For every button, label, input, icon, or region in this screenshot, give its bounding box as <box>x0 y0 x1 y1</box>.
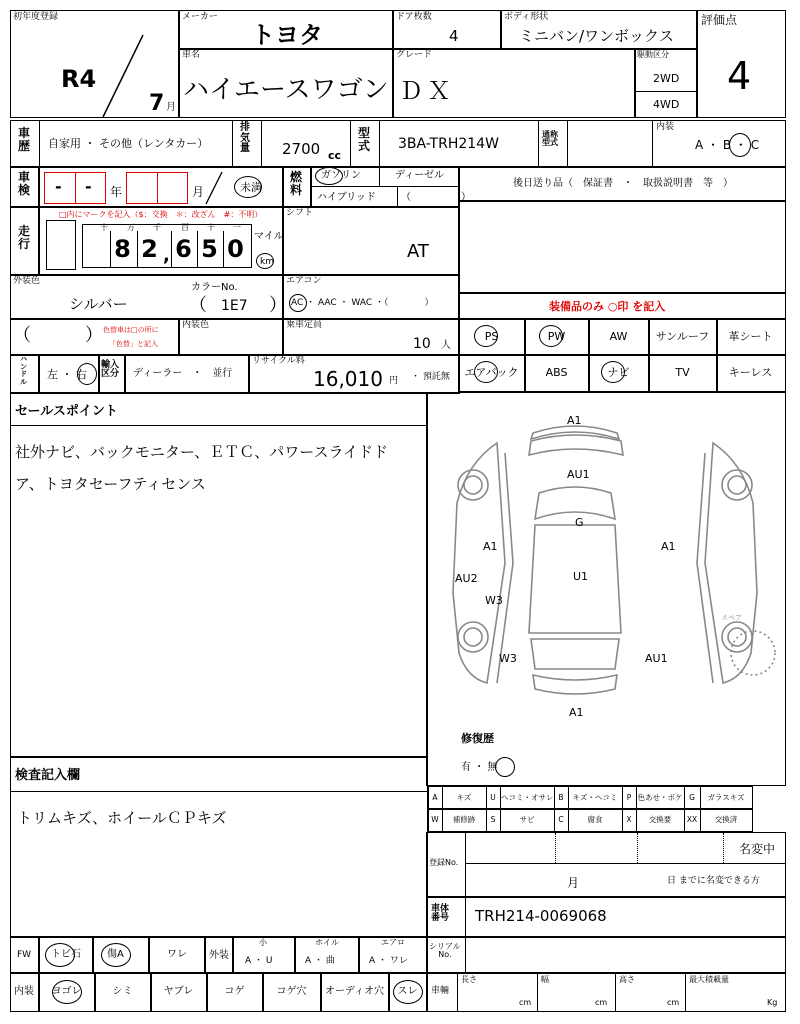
displacement-unit: cc <box>328 149 342 162</box>
chassis-cell <box>426 896 786 938</box>
history-label-cell <box>10 120 40 168</box>
import-label: 輸入 区分 <box>101 360 120 380</box>
unit-label: 百 <box>181 223 189 232</box>
legend-cell <box>622 808 637 832</box>
circle-mark <box>539 325 563 347</box>
divider <box>11 791 427 792</box>
inspection-label: 車 検 <box>18 170 31 197</box>
paren-close: ） <box>85 325 103 346</box>
damage-mark-left-quarter: W3 <box>499 652 517 665</box>
divider <box>637 833 638 863</box>
km-label: km <box>260 257 274 267</box>
legend-code: G <box>689 793 695 802</box>
divider <box>75 173 76 203</box>
legend-meaning: 交換済 <box>714 815 738 824</box>
interior-grade-cell <box>652 120 786 168</box>
month-unit: 月 <box>192 185 205 199</box>
repair-history-label: 修復歴 <box>461 732 494 745</box>
capacity-cell <box>282 318 460 356</box>
after-items-label: 後日送り品（ 保証書 ・ 取扱説明書 等 ） <box>513 178 733 189</box>
legend-cell <box>636 808 685 832</box>
legend-code: C <box>558 815 564 824</box>
chassis-label: 車体 番号 <box>431 904 450 924</box>
damage-mark-rear: A1 <box>569 706 584 719</box>
aero-value: A ・ ワレ <box>369 956 408 966</box>
legend-meaning: ヘコミ・オサレ <box>501 793 554 802</box>
registration-month: 7 <box>149 91 165 116</box>
inspection-label-cell <box>10 166 40 208</box>
equipment-item: TV <box>675 366 690 379</box>
circle-mark <box>315 167 343 185</box>
equipment-item: キーレス <box>728 366 773 379</box>
divider <box>635 91 697 92</box>
shift-label: シフト <box>286 208 314 218</box>
small-value: A ・ U <box>245 956 273 966</box>
fuel-other: （ ） <box>401 192 471 203</box>
equipment-item: PW <box>547 330 566 343</box>
maker-cell <box>178 10 394 50</box>
damage-mark-hood: AU1 <box>567 468 590 481</box>
fw-scratch: 傷A <box>107 949 124 960</box>
fuel-diesel: ディーゼル <box>395 170 444 181</box>
circle-mark <box>393 980 423 1004</box>
damage-mark-left-side: AU2 <box>455 572 478 585</box>
handle-label-cell <box>10 354 40 394</box>
body-type-cell <box>500 10 698 50</box>
color-change-note: 「色替」と記入 <box>109 340 158 348</box>
small-label: 小 <box>259 938 267 947</box>
equipment-cell <box>588 318 650 356</box>
recycle-cell <box>248 354 460 394</box>
grade-value: ＤＸ <box>399 77 455 105</box>
paren-open: （ <box>13 325 31 346</box>
equipment-cell <box>524 318 590 356</box>
odometer-digit: 5 <box>197 231 221 267</box>
aircon-cell <box>282 274 460 320</box>
equipment-cell <box>458 318 526 356</box>
odometer-digit: 6 <box>171 231 195 267</box>
equipment-cell <box>716 354 786 392</box>
import-cell <box>124 354 250 394</box>
legend-meaning: キズ・ヘコミ <box>572 793 618 802</box>
car-name-cell <box>178 48 394 118</box>
mileage-mark-box[interactable] <box>46 220 76 270</box>
equipment-item: AW <box>609 330 628 343</box>
displacement-label: 排 気 量 <box>240 122 250 154</box>
aircon-value: AC ・ AAC ・ WAC ・（ ） <box>291 298 434 308</box>
divider <box>465 863 785 864</box>
color-change-cell <box>10 318 180 356</box>
equipment-cell <box>588 354 650 392</box>
exterior-label-cell <box>204 936 234 974</box>
damage-mark-left-rear: W3 <box>485 594 503 607</box>
chassis-number: TRH214-0069068 <box>475 907 607 925</box>
legend-cell <box>700 786 753 810</box>
odometer-digit: 8 <box>110 231 134 267</box>
width-unit: cm <box>595 998 608 1007</box>
odometer-digit: 0 <box>223 231 247 267</box>
divider <box>311 186 459 187</box>
capacity-value: 10 <box>413 336 431 352</box>
fuel-options-cell <box>310 166 471 208</box>
legend-code: P <box>626 793 632 802</box>
year-unit: 年 <box>110 185 123 199</box>
slash-mark <box>202 170 226 206</box>
dash: - <box>85 177 92 196</box>
inspection-none: 未満 <box>240 181 262 194</box>
doors-cell <box>392 10 502 50</box>
inspection-notes-text: トリムキズ、ホイールＣＰキズ <box>17 809 227 827</box>
fw-label-cell <box>10 936 40 974</box>
legend-meaning: サビ <box>519 815 535 824</box>
height-label: 高さ <box>619 975 635 984</box>
max-load-unit: Kg <box>767 998 778 1007</box>
damage-mark-right-quarter: AU1 <box>645 652 668 665</box>
recycle-value: 16,010 <box>313 367 383 391</box>
displacement-value: 2700 <box>282 140 321 158</box>
model-label: 型 式 <box>358 126 371 153</box>
handle-side: 左 ・ 右 <box>47 368 87 381</box>
after-items-blank <box>458 200 786 294</box>
circle-mark <box>289 294 307 312</box>
equipment-item: ABS <box>545 366 568 379</box>
import-value: ディーラー ・ 並行 <box>133 368 233 379</box>
exterior-color-label: 外装色 <box>13 276 41 286</box>
equipment-item: ナビ <box>607 366 630 379</box>
interior-condition: コゲ <box>224 986 245 997</box>
divider <box>555 833 556 863</box>
damage-mark-front: A1 <box>567 414 582 427</box>
equipment-cell <box>716 318 786 356</box>
grade-label: グレード <box>396 50 433 60</box>
interior-label-cell <box>10 972 40 1012</box>
aircon-label: エアコン <box>286 276 322 286</box>
circle-mark <box>77 363 97 385</box>
damage-mark-left-front: A1 <box>483 540 498 553</box>
legend-cell <box>636 786 685 810</box>
interior-condition: ヤブレ <box>163 986 194 997</box>
interior-color-cell <box>178 318 284 356</box>
drive-cell <box>634 48 698 118</box>
divider <box>685 973 686 1011</box>
doors-value: 4 <box>449 27 459 45</box>
equipment-cell <box>524 354 590 392</box>
slash-mark <box>99 31 147 121</box>
car-name-value: ハイエースワゴン <box>183 75 389 105</box>
inspection-notes-label: 検査記入欄 <box>15 768 81 783</box>
exterior-color-cell <box>10 274 287 320</box>
body-type-label: ボディ形状 <box>504 12 549 22</box>
circle-mark <box>729 133 751 157</box>
inspection-notes-cell <box>10 756 428 938</box>
interior-grade-label: 内装 <box>656 122 675 132</box>
color-change-note: 色替車は□の所に <box>103 326 159 334</box>
interior-grade-value: A ・ B ・ C <box>695 138 760 152</box>
after-items-cell <box>458 166 786 202</box>
interior-condition-cell <box>388 972 428 1012</box>
legend-meaning: ガラスキズ <box>707 793 745 802</box>
damage-mark-right-front: A1 <box>661 540 676 553</box>
wheel-value: A ・ 曲 <box>305 956 335 966</box>
unit-label: 万 <box>127 223 135 232</box>
legend-meaning: 腐食 <box>587 815 603 824</box>
history-value: 自家用 ・ その他（レンタカー） <box>48 137 209 150</box>
exterior-color-value: シルバー <box>69 295 128 313</box>
legend-cell <box>428 786 443 810</box>
capacity-unit: 人 <box>441 340 451 351</box>
serial-cell <box>426 936 786 974</box>
divider <box>723 833 724 863</box>
deposit-none: ・ 預託無 <box>411 372 450 382</box>
unit-label: 十 <box>100 223 108 232</box>
maker-label: メーカー <box>182 12 218 22</box>
damage-mark-glass: G <box>575 516 584 529</box>
divider <box>379 167 380 187</box>
legend-code: X <box>626 815 632 824</box>
shift-cell <box>282 206 460 276</box>
spare-label: スペア <box>721 614 742 622</box>
fuel-label-cell <box>282 166 312 208</box>
color-no-open: （ <box>189 295 207 316</box>
divider <box>465 833 466 897</box>
equipment-cell <box>458 354 526 392</box>
score-cell <box>696 10 786 118</box>
repair-history-value: 有 ・ 無 <box>461 762 498 773</box>
size-cell <box>426 972 786 1012</box>
thousands-separator: , <box>163 245 170 266</box>
legend-meaning: キズ <box>456 793 472 802</box>
wheel-label: ホイル <box>315 938 339 947</box>
odometer-digit <box>83 231 107 267</box>
circle-mark <box>45 943 75 967</box>
wheel-cell <box>294 936 360 974</box>
divider <box>457 973 458 1011</box>
legend-code: XX <box>686 815 698 824</box>
common-model-label-cell <box>538 120 568 168</box>
legend-cell <box>622 786 637 810</box>
color-no-value: 1E7 <box>221 298 248 314</box>
equipment-header-cell <box>458 292 786 320</box>
divider <box>157 173 158 203</box>
inspection-month-box <box>126 172 188 204</box>
circle-mark <box>256 253 274 269</box>
equipment-item: PS <box>484 330 499 343</box>
registration-label: 登録No. <box>429 858 459 867</box>
fw-label: FW <box>17 950 32 960</box>
divider <box>397 186 398 208</box>
interior-condition-cell <box>38 972 96 1012</box>
interior-condition-cell <box>262 972 322 1012</box>
inspection-year-box <box>44 172 106 204</box>
common-model-label: 通称 型式 <box>542 130 558 148</box>
unit-label: 千 <box>153 223 161 232</box>
unit-label: 一 <box>233 223 241 232</box>
drive-label: 駆動区分 <box>637 50 669 59</box>
equipment-header: 装備品のみ ○印 を記入 <box>549 300 666 313</box>
legend-code: S <box>490 815 496 824</box>
circle-mark <box>474 325 498 347</box>
model-label-cell <box>350 120 380 168</box>
damage-mark-roof: U1 <box>573 570 589 583</box>
score-label: 評価点 <box>701 13 738 27</box>
interior-condition: オーディオ穴 <box>324 986 385 997</box>
legend-code: A <box>432 793 438 802</box>
interior-label: 内装 <box>14 986 34 997</box>
legend-meaning: 交換要 <box>648 815 672 824</box>
fuel-label: 燃 料 <box>290 170 303 197</box>
legend-cell <box>442 808 487 832</box>
month-unit: 月 <box>166 102 176 113</box>
doors-label: ドア枚数 <box>396 12 432 22</box>
mileage-mark-note: □内にマークを記入（$：交換 ＊：改ざん #：不明） <box>59 210 263 219</box>
mileage-label-cell <box>10 206 40 276</box>
fw-scratch-cell <box>92 936 150 974</box>
divider <box>615 973 616 1011</box>
registration-era-year: R4 <box>61 65 97 93</box>
history-label: 車 歴 <box>18 126 31 153</box>
size-label: 車輛 <box>431 986 450 996</box>
interior-condition-cell <box>150 972 208 1012</box>
legend-cell <box>442 786 487 810</box>
divider <box>537 973 538 1011</box>
interior-condition-cell <box>94 972 152 1012</box>
registration-cell <box>426 832 786 898</box>
circle-mark <box>495 757 515 777</box>
drive-4wd: 4WD <box>653 98 680 111</box>
maker-value: トヨタ <box>251 21 323 49</box>
shift-value: AT <box>407 241 429 262</box>
width-label: 幅 <box>541 975 549 984</box>
height-unit: cm <box>667 998 680 1007</box>
aero-cell <box>358 936 428 974</box>
circle-mark <box>234 176 262 198</box>
legend-cell <box>486 786 501 810</box>
circle-mark <box>601 361 625 383</box>
interior-condition: シミ <box>112 986 133 997</box>
legend-code: W <box>431 815 439 824</box>
grade-cell <box>392 48 636 118</box>
legend-cell <box>700 808 753 832</box>
fuel-gasoline: ガソリン <box>321 170 361 181</box>
recycle-label: リサイクル料 <box>252 356 305 366</box>
capacity-label: 乗車定員 <box>286 320 323 330</box>
interior-condition: スレ <box>397 986 418 997</box>
odometer-digits <box>82 224 252 268</box>
mile-label: マイル <box>254 231 284 242</box>
registration-month-unit: 月 <box>567 876 580 890</box>
max-load-label: 最大積載量 <box>689 975 729 984</box>
legend-meaning: 色あせ・ボケ <box>637 793 683 802</box>
interior-condition: ヨゴレ <box>51 986 82 997</box>
legend-cell <box>500 808 555 832</box>
interior-condition: コゲ穴 <box>276 986 307 997</box>
handle-side-cell <box>38 354 100 394</box>
equipment-cell <box>648 354 718 392</box>
legend-cell <box>554 786 569 810</box>
handle-label: ハ ン ド ル <box>20 355 27 387</box>
fw-chip: トビ石 <box>51 949 81 960</box>
body-type-value: ミニバン/ワンボックス <box>519 27 674 45</box>
legend-cell <box>554 808 569 832</box>
first-registration-label: 初年度登録 <box>13 12 59 22</box>
sales-points-line1: 社外ナビ、バックモニター、ＥＴＣ、パワースライドド <box>15 443 389 461</box>
car-name-label: 車名 <box>182 50 201 60</box>
length-label: 長さ <box>461 975 477 984</box>
legend-cell <box>500 786 555 810</box>
legend-cell <box>428 808 443 832</box>
circle-mark <box>52 980 82 1004</box>
score-value: 4 <box>727 54 752 98</box>
dash: - <box>55 177 62 196</box>
circle-mark <box>474 361 498 383</box>
fuel-hybrid: ハイブリッド <box>317 192 376 203</box>
divider <box>465 897 466 937</box>
odometer-digit: 2 <box>137 231 161 267</box>
legend-cell <box>684 808 701 832</box>
mileage-label: 走 行 <box>18 224 31 251</box>
sales-points-cell <box>10 392 428 758</box>
registration-deadline-note: 日 までに名変できる方 <box>667 876 760 886</box>
aero-label: エアロ <box>381 938 405 947</box>
color-no-close: ） <box>269 295 287 316</box>
fw-chip-cell <box>38 936 94 974</box>
fw-crack-cell <box>148 936 206 974</box>
sales-points-label: セールスポイント <box>15 404 118 419</box>
vehicle-diagram <box>427 393 783 723</box>
displacement-label-cell <box>232 120 262 168</box>
interior-condition-cell <box>320 972 390 1012</box>
length-unit: cm <box>519 998 532 1007</box>
divider <box>11 425 427 426</box>
interior-color-label: 内装色 <box>182 320 210 330</box>
import-label-cell <box>98 354 126 394</box>
interior-condition-cell <box>206 972 264 1012</box>
condition-diagram-cell <box>426 392 786 786</box>
legend-code: B <box>558 793 564 802</box>
serial-label: シリアル No. <box>429 942 461 960</box>
legend-cell <box>684 786 701 810</box>
legend-meaning: 補修跡 <box>452 815 476 824</box>
exterior-label: 外装 <box>209 950 229 961</box>
first-registration-cell <box>10 10 180 118</box>
equipment-item: 革シート <box>728 330 773 343</box>
drive-2wd: 2WD <box>653 72 680 85</box>
sales-points-line2: ア、トヨタセーフティセンス <box>15 475 206 493</box>
recycle-unit: 円 <box>389 376 399 386</box>
fw-crack: ワレ <box>167 949 187 960</box>
circle-mark <box>101 943 131 967</box>
legend-cell <box>568 786 623 810</box>
legend-cell <box>486 808 501 832</box>
legend-code: U <box>490 793 496 802</box>
equipment-item: サンルーフ <box>655 330 710 343</box>
legend-cell <box>568 808 623 832</box>
exterior-small-cell <box>232 936 296 974</box>
equipment-cell <box>648 318 718 356</box>
color-no-label: カラーNo. <box>191 282 238 293</box>
unit-label: 十 <box>207 223 215 232</box>
divider <box>465 937 466 973</box>
model-value: 3BA-TRH214W <box>398 136 499 152</box>
name-change-pending: 名変中 <box>739 842 776 856</box>
equipment-item: エアバック <box>464 366 519 379</box>
